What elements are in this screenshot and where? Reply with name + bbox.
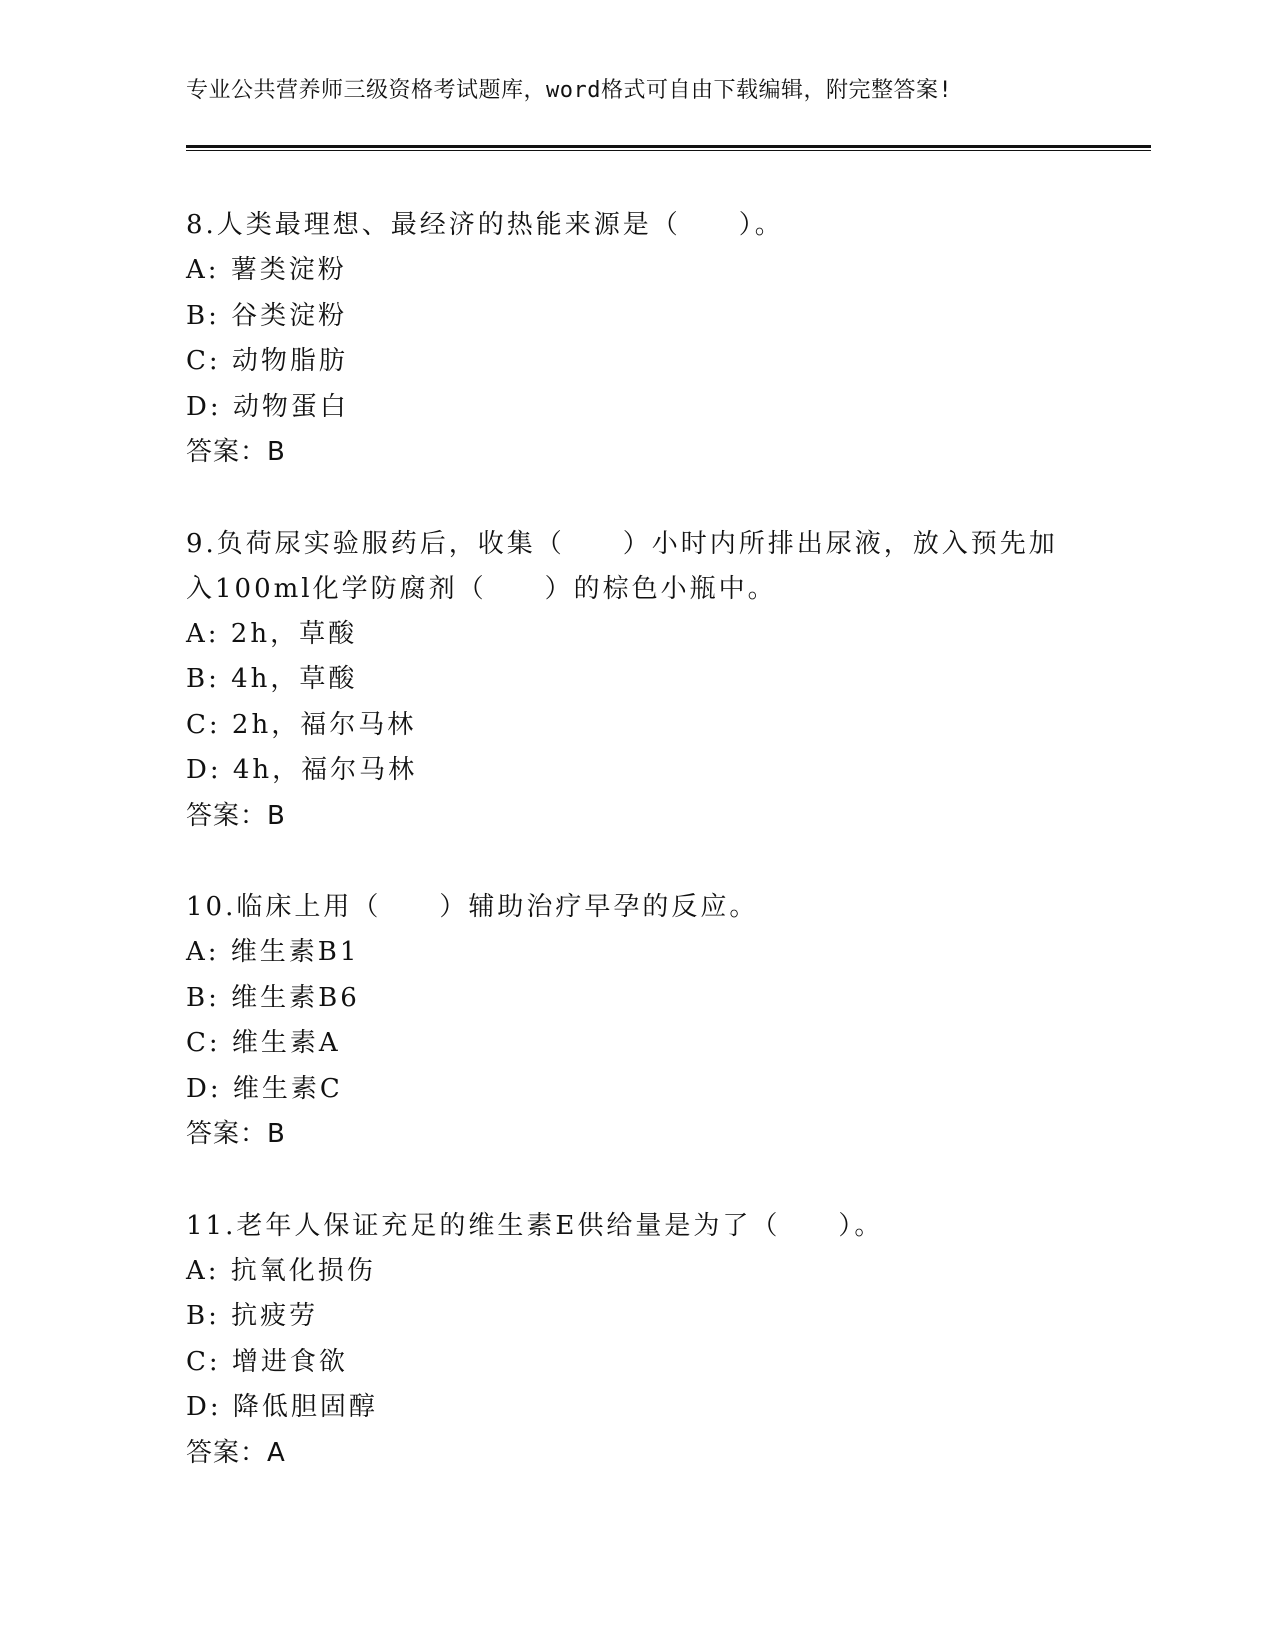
option-c: C: 2h，福尔马林 bbox=[186, 709, 417, 740]
option-b: B: 谷类淀粉 bbox=[186, 300, 348, 331]
question-10 bbox=[186, 885, 1146, 1158]
option-b: B: 4h，草酸 bbox=[186, 664, 358, 694]
question-text: 11.老年人保证充足的维生素E供给量是为了（ ）。 bbox=[186, 1210, 884, 1241]
header-rule-thick bbox=[186, 145, 1151, 148]
answer: 答案：A bbox=[186, 1437, 286, 1468]
question-8 bbox=[186, 203, 1146, 476]
option-c: C: 动物脂肪 bbox=[186, 346, 348, 376]
question-list bbox=[186, 203, 1146, 1522]
document-header: 专业公共营养师三级资格考试题库，word格式可自由下载编辑，附完整答案! bbox=[186, 78, 953, 103]
question-11 bbox=[186, 1204, 1146, 1477]
option-d: D: 降低胆固醇 bbox=[186, 1392, 378, 1422]
answer: 答案：B bbox=[186, 437, 286, 467]
answer: 答案：B bbox=[186, 800, 286, 831]
question-text: 9.负荷尿实验服药后，收集（ ）小时内所排出尿液，放入预先加入100ml化学防腐剂（ ）的棕色小瓶中。 bbox=[186, 528, 1058, 604]
option-b: B: 抗疲劳 bbox=[186, 1301, 319, 1331]
option-c: C: 增进食欲 bbox=[186, 1346, 348, 1377]
header-rule-thin bbox=[186, 150, 1151, 151]
option-c: C: 维生素A bbox=[186, 1028, 341, 1058]
option-d: D: 维生素C bbox=[186, 1073, 343, 1104]
question-9 bbox=[186, 522, 1146, 840]
option-a: A: 抗氧化损伤 bbox=[186, 1255, 376, 1286]
option-a: A: 2h，草酸 bbox=[186, 618, 358, 649]
option-d: D: 动物蛋白 bbox=[186, 391, 349, 422]
option-a: A: 薯类淀粉 bbox=[186, 255, 347, 285]
option-d: D: 4h，福尔马林 bbox=[186, 755, 418, 785]
option-a: A: 维生素B1 bbox=[186, 937, 360, 967]
answer: 答案：B bbox=[186, 1119, 286, 1149]
question-text: 8.人类最理想、最经济的热能来源是（ ）。 bbox=[186, 210, 784, 240]
option-b: B: 维生素B6 bbox=[186, 982, 360, 1013]
question-text: 10.临床上用（ ）辅助治疗早孕的反应。 bbox=[186, 892, 759, 922]
